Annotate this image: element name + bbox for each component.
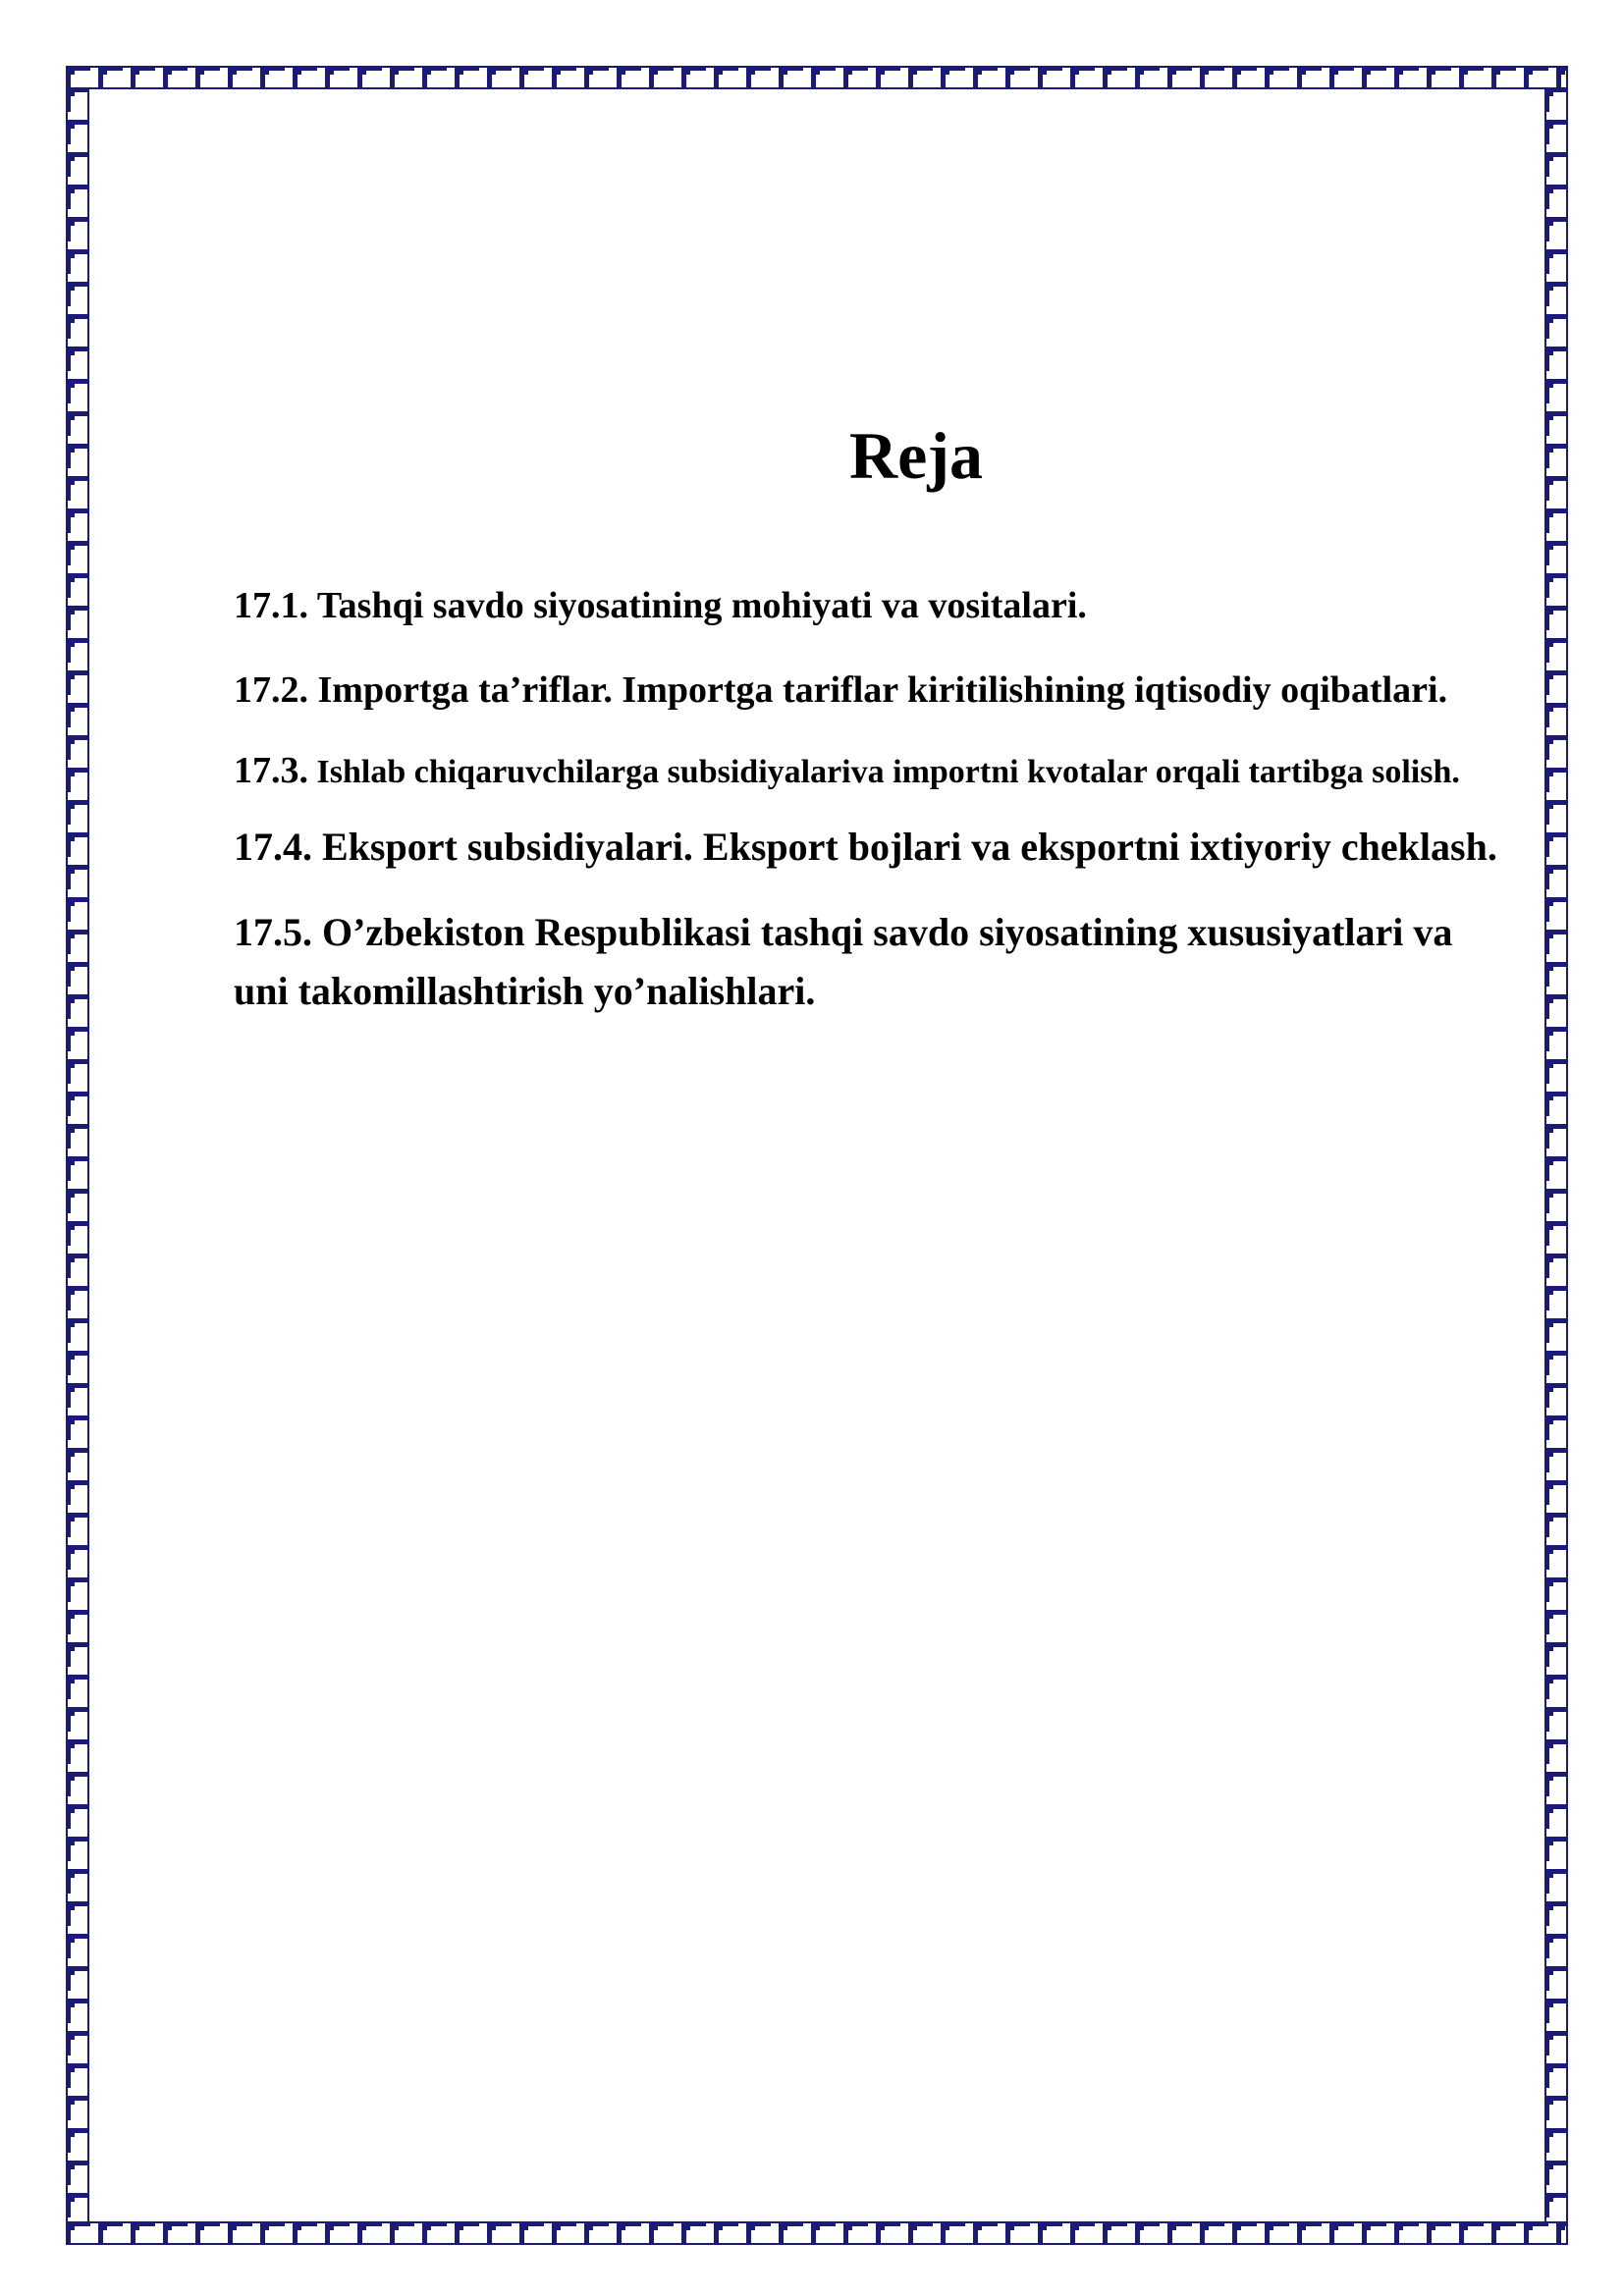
plan-item-3-text: Ishlab chiqaruvchilarga subsidiyalariva importni kvotalar orqali tartibga solish. xyxy=(308,754,1460,790)
plan-item-4: 17.4. Eksport subsidiyalari. Eksport bojlari va eksportni ixtiyoriy cheklash. xyxy=(234,825,1497,869)
plan-item-2: 17.2. Importga ta’riflar. Importga tariflar kiritilishining iqtisodiy oqibatlari. xyxy=(234,669,1448,711)
plan-item-3 xyxy=(234,748,1500,795)
plan-list xyxy=(234,577,1500,1021)
page-title: Reja xyxy=(849,418,983,493)
plan-item-5: 17.5. O’zbekiston Respublikasi tashqi savdo siyosatining xususiyatlari va uni takomillashtirish yo’nalishlari. xyxy=(234,910,1453,1013)
plan-item-3-number: 17.3. xyxy=(234,750,308,791)
plan-item-1: 17.1. Tashqi savdo siyosatining mohiyati va vositalari. xyxy=(234,585,1087,626)
